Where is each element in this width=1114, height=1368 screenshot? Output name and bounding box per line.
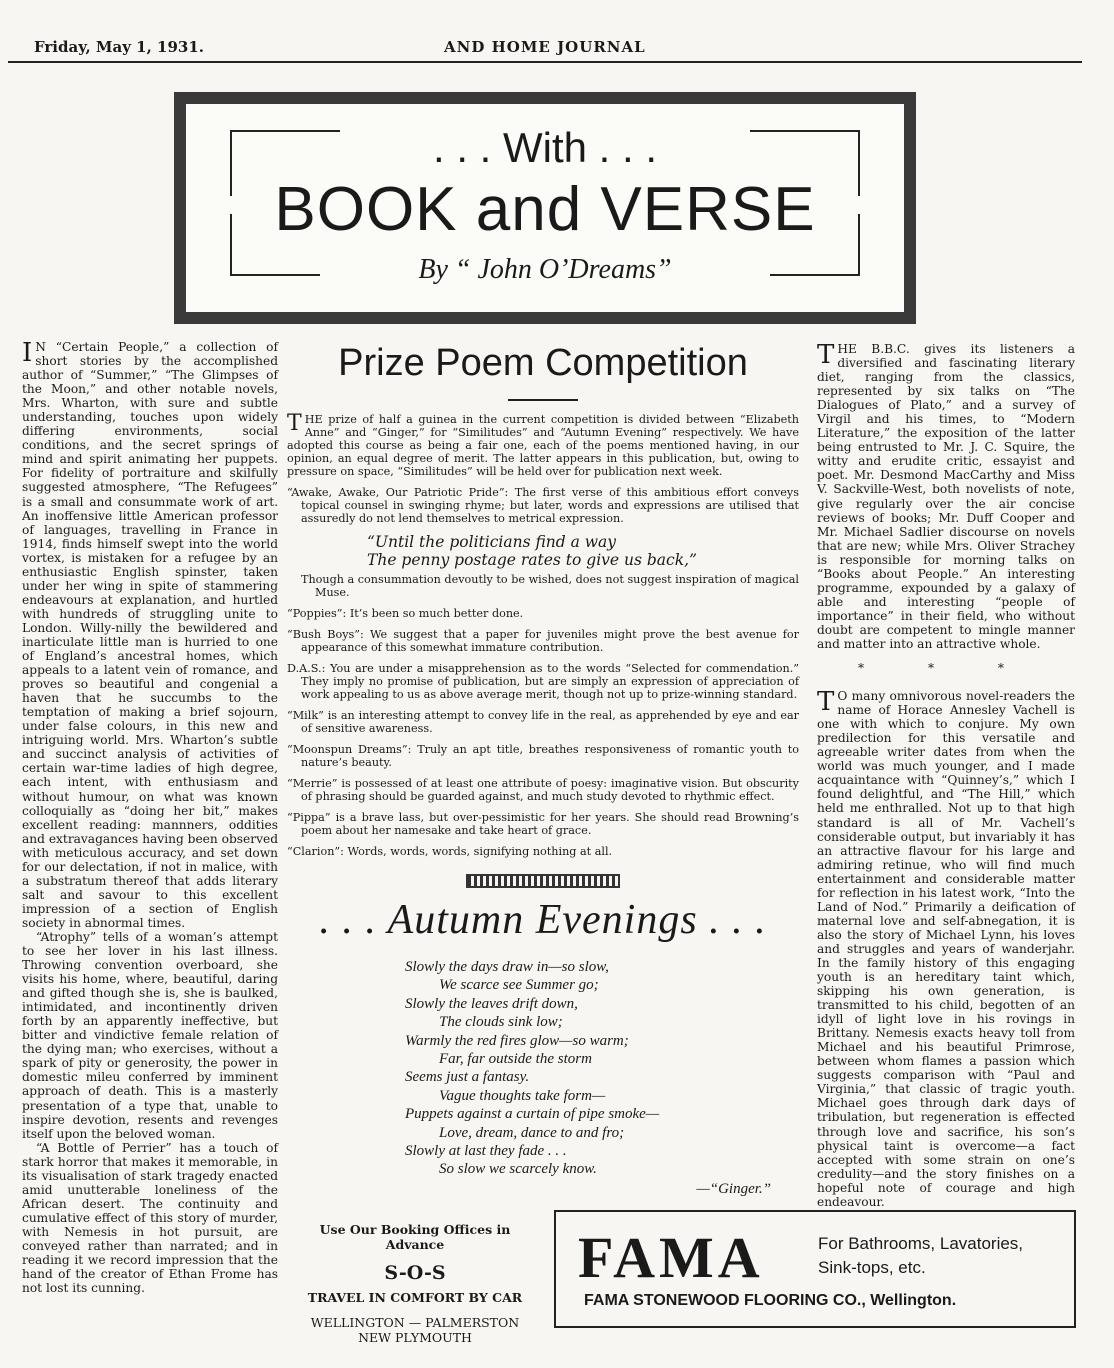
title-rule [508, 399, 578, 401]
right-paragraph: THE B.B.C. gives its listeners a diversified and fascinating literary diet, ranging from the classics, represented by six talks on “The Dialogues of Plato,” and a survey of Virgil and his times, to “Modern Literature,” the exposition of the latter being entrusted to Mr. J. C. Squire, the witty and erudite critic, essayist and poet. Mr. Desmond MacCarthy and Miss V. Sackville-West, both novelists of note, give regularly over the air concise reviews of books; Mr. Duff Cooper and Mr. Michael Sadlier discourse on novels that are new; while Mrs. Oliver Strachey is responsible for morning talks on “Books about People.” An interesting programme, expounded by a galaxy of able and interesting “people of importance” in their field, who without doubt are competent to mingle manner and matter into an attractive whole. [817, 340, 1075, 651]
poem-line: So slow we scarcely know. [439, 1161, 597, 1178]
journal-title: AND HOME JOURNAL [444, 38, 646, 56]
fama-advertisement [554, 1210, 1076, 1328]
section-stars: * * * [857, 661, 1035, 676]
competition-report [287, 413, 799, 858]
poem-title: . . . Autumn Evenings . . . [319, 897, 767, 943]
poem-line: Vague thoughts take form— [439, 1087, 606, 1104]
left-column [22, 340, 278, 1295]
issue-date: Friday, May 1, 1931. [34, 38, 205, 56]
poem-line: The clouds sink low; [439, 1014, 563, 1031]
page-header [34, 34, 1074, 64]
fama-brand: FAMA [578, 1225, 764, 1290]
ornament-divider [466, 874, 620, 888]
critique-item: “Bush Boys”: We suggest that a paper for juveniles might prove the best avenue for appearance of this somewhat immature contribution. [287, 628, 799, 654]
left-paragraph: I N “Certain People,” a collection of short stories by the accomplished author of “Summer,” “The Glimpses of the Moon,” and other notable novels, Mrs. Wharton, with sure and subtle understanding, touches upon widely differing environments, social conditions, and the secret springs of mind and spirit animating her puppets. For fidelity of portraiture and skilfully suggested atmosphere, “The Refugees” is a small and consummate work of art. An inoffensive little American professor of languages, travelling in France in 1914, finds himself swept into the world vortex, is mistaken for a refugee by an enthusiastic English spinster, taken under her wing in spite of stammering endeavours at explanation, and hurtled with hundreds of struggling unite to London. Willy-nilly the bewildered and inarticulate little man is hurried to one of England’s ancestral homes, which appeals to a latent vein of romance, and proves so beautiful and congenial a haven that he succumbs to the temptation of making a brief sojourn, under false colours, in this new and intriguing world. Mrs. Wharton’s subtle and succinct analysis of activities of certain war-time ladies of high degree, each intent, with enthusiasm and without humour, on what was known colloquially as “doing her bit,” makes excellent reading: mannners, oddities and extravagances having been observed with meticulous accuracy, and set down for our delectation, if not in malice, with a substratum thereof that adds literary salt and savour to this excellent impression of a section of English society in abnormal times. [22, 338, 278, 930]
header-rule [8, 61, 1082, 63]
dropcap: I [22, 338, 33, 368]
poem-line: Slowly the days draw in—so slow, [405, 959, 609, 975]
poem-line: Love, dream, dance to and fro; [439, 1124, 625, 1141]
left-paragraph: “A Bottle of Perrier” has a touch of stark horror that makes it memorable, in its visualisation of stark tragedy enacted amid unutterable loneliness of the African desert. The continuity and cumulative effect of this story of murder, with Nemesis in hot pursuit, are conveyed rather than narrated; and in reading it we record impression that the hand of the creator of Ethan Frome has not lost its cunning. [22, 1140, 278, 1296]
critique-item: “Pippa” is a brave lass, but over-pessimistic for her years. She should read Browning’s poem about her namesake and take heart of grace. [287, 811, 799, 837]
critique-item: “Milk” is an interesting attempt to convey life in the real, as apprehended by eye and ear of sensitive awareness. [287, 709, 799, 735]
sos-route: NEW PLYMOUTH [358, 1330, 472, 1345]
poem-line: Warmly the red fires glow—so warm; [405, 1032, 629, 1049]
poem-signature: —“Ginger.” [696, 1180, 771, 1197]
sos-slogan: TRAVEL IN COMFORT BY CAR [307, 1290, 523, 1305]
fama-company: FAMA STONEWOOD FLOORING CO., Wellington. [584, 1292, 957, 1309]
poem-line: We scarce see Summer go; [439, 977, 599, 994]
dropcap: T [817, 340, 835, 370]
sos-route: WELLINGTON — PALMERSTON [310, 1315, 520, 1330]
competition-intro: THE prize of half a guinea in the current competition is divided between “Elizabeth Anne” and “Ginger,” for “Similitudes” and “Autumn Evening” respectively. We have adopted this course as being a fair one, each of the poems mentioned having, in our opinion, an equal degree of merit. The latter appears in this publication, but, owing to pressure on space, “Similitudes” will be held over for publication next week. [287, 411, 799, 478]
dropcap: T [817, 687, 835, 718]
fama-uses: For Bathrooms, Lavatories, Sink-tops, etc. [818, 1234, 1024, 1277]
critique-item: “Clarion”: Words, words, words, signifying nothing at all. [287, 845, 613, 858]
critique-item: “Poppies”: It’s been so much better done. [287, 607, 524, 620]
left-paragraph: “Atrophy” tells of a woman’s attempt to see her lover in his last illness. Throwing convention overboard, she visits his home, where, beautiful, daring and gifted though she is, she is baulked, intimidated, and incontinently driven forth by an apparently ineffective, but bitter and vindictive female relation of the dying man; who exercises, without a spark of pity or generosity, the power in domestic mileu conferred by imminent approach of death. This is a masterly presentation of a type that, unable to inspire devotion, resents and revenges itself upon the beloved woman. [22, 929, 278, 1141]
competition-title: Prize Poem Competition [338, 342, 748, 384]
banner-title: BOOK and VERSE [274, 175, 816, 244]
critique-item: “Merrie” is possessed of at least one attribute of poesy: imaginative vision. But obscurity of phrasing should be guarded against, and much study devoted to rhythmic effect. [287, 777, 799, 803]
poem-line: Far, far outside the storm [439, 1051, 592, 1068]
critique-item: D.A.S.: You are under a misapprehension as to the words “Selected for commendation.” They imply no promise of publication, but are simply an expression of appreciation of work appealing to us as above average merit, though not up to prize-winning standard. [287, 662, 799, 701]
poem-line: Puppets against a curtain of pipe smoke— [405, 1106, 660, 1123]
poem-line: Slowly at last they fade . . . [405, 1143, 567, 1160]
banner-byline: By “ John O’Dreams” [418, 254, 672, 285]
right-paragraph: T O many omnivorous novel-readers the name of Horace Annesley Vachell is one with which to conjure. My own predilection for this versatile and agreeable writer dates from when the world was much younger, and I made acquaintance with “Quinney’s,” which I found delightful, and “The Hill,” which held me enthralled. Not up to that high standard is all of Mr. Vachell’s considerable output, but invariably it has an attractive flavour for his large and admiring retinue, who will find much entertainment and considerable matter for reflection in his latest work, “Into the Land of Nod.” Primarily a deification of maternal love and self-abnegation, it is also the story of Michael Lynn, his loves and struggles and years of wanderjahr. In the family history of this engaging youth is an hereditary taint which, skipping his own generation, is transmitted to his child, begotten of an idyll of light love in his rovings in Brittany. Nemesis exacts heavy toll from Michael and his beautiful Primrose, between whom flames a passion which suggests comparison with “Paul and Virginia,” that classic of tragic youth. Michael goes through dark days of tribulation, but regeneration is effected through love and sacrifice, his son’s physical taint is overcome—a fact accepted with some strain on one’s credulity—and the story finishes on a hopeful note of courage and high endeavour. [817, 687, 1075, 1209]
banner-with: . . . With . . . [432, 124, 658, 171]
critique-item: “Moonspun Dreams”: Truly an apt title, breathes responsiveness of romantic youth to nature’s beauty. [287, 743, 799, 769]
quoted-verse: “Until the politicians find a way The penny postage rates to give us back,” [367, 533, 697, 569]
sos-brand: S-O-S [384, 1262, 446, 1284]
critique-item: Though a consummation devoutly to be wished, does not suggest inspiration of magical Muse. [301, 573, 799, 599]
poem [405, 958, 799, 1179]
critique-item: “Awake, Awake, Our Patriotic Pride”: The first verse of this ambitious effort conveys topical counsel in swinging rhyme; but later, words and expressions are utilised that assuredly do not lend themselves to metrical expression. [287, 486, 799, 525]
section-banner [174, 92, 916, 324]
sos-advertisement [290, 1222, 540, 1345]
right-column [817, 342, 1075, 1209]
poem-line: Slowly the leaves drift down, [405, 995, 578, 1012]
poem-line: Seems just a fantasy. [405, 1069, 530, 1086]
sos-tagline: Use Our Booking Offices in Advance [319, 1222, 511, 1252]
middle-column [287, 338, 799, 1198]
